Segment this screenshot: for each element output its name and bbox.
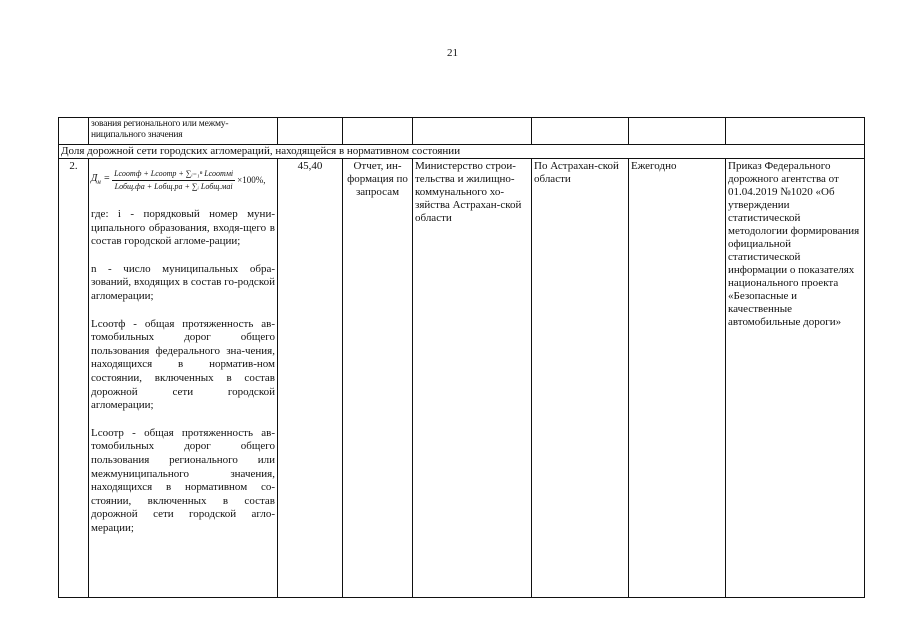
formula-fraction xyxy=(112,169,235,192)
formula-numerator: Lсоотф + Lсоотр + ∑ᵢ₌₁ⁿ Lсоотмi xyxy=(112,169,235,181)
indicator-table xyxy=(58,117,865,598)
source-cell: Отчет, ин-формация по запросам xyxy=(343,159,413,598)
section-header-row xyxy=(59,145,865,159)
prev-responsible-cell xyxy=(413,118,532,145)
continued-row xyxy=(59,118,865,145)
definition-l-federal: Lсоотф - общая протяженность ав-томобильных дорог общего пользования федерального зна-чения, находящихся в норматив-ном состоянии, включенных в состав дорожной сети городской агломерации; xyxy=(91,317,275,412)
prev-row-text: зования регионального или межму- ниципального значения xyxy=(91,119,229,140)
prev-desc-cell xyxy=(89,118,278,145)
definition-l-regional: Lсоотр - общая протяженность ав-томобильных дорог общего пользования регионального или межмуниципального значения, находящихся в нормативном со-стоянии, включенных в состав дорожной сети городской агло-мерации; xyxy=(91,426,275,534)
periodicity-cell: Ежегодно xyxy=(629,159,726,598)
section-header xyxy=(59,145,865,159)
prev-periodicity-cell xyxy=(629,118,726,145)
prev-legal-cell xyxy=(726,118,865,145)
section-header-text: Доля дорожной сети городских агломераций, находящейся в нормативном состоянии xyxy=(61,145,461,157)
row-number: 2. xyxy=(59,159,89,598)
responsible-cell: Министерство строи-тельства и жилищно-коммунального хо-зяйства Астрахан-ской области xyxy=(413,159,532,598)
formula-lhs: $Д_н$ = xyxy=(91,172,111,186)
formula-denominator: Lобщ.фа + Lобщ.ра + ∑ᵢ Lобщ.мai xyxy=(114,181,233,191)
formula xyxy=(91,160,275,200)
value-cell: 45,40 xyxy=(278,159,343,598)
definition-i: где: i - порядковый номер муни-ципального образования, входя-щего в состав городской агломе-рации; xyxy=(91,208,275,248)
definition-n: n - число муниципальных обра-зований, входящих в состав го-родской агломерации; xyxy=(91,262,275,302)
territory-cell: По Астрахан-ской области xyxy=(532,159,629,598)
prev-value-cell xyxy=(278,118,343,145)
formula-rhs: ×100%, xyxy=(237,175,266,185)
prev-num-cell xyxy=(59,118,89,145)
legal-basis-cell: Приказ Федерального дорожного агентства от 01.04.2019 №1020 «Об утверждении статистической методологии формирования официальной статистической информации о показателях национального проекта «Безопасные и качественные автомобильные дороги» xyxy=(726,159,865,598)
prev-source-cell xyxy=(343,118,413,145)
page-number: 21 xyxy=(447,47,458,59)
calculation-method-cell xyxy=(89,159,278,598)
prev-territory-cell xyxy=(532,118,629,145)
indicator-row xyxy=(59,159,865,598)
